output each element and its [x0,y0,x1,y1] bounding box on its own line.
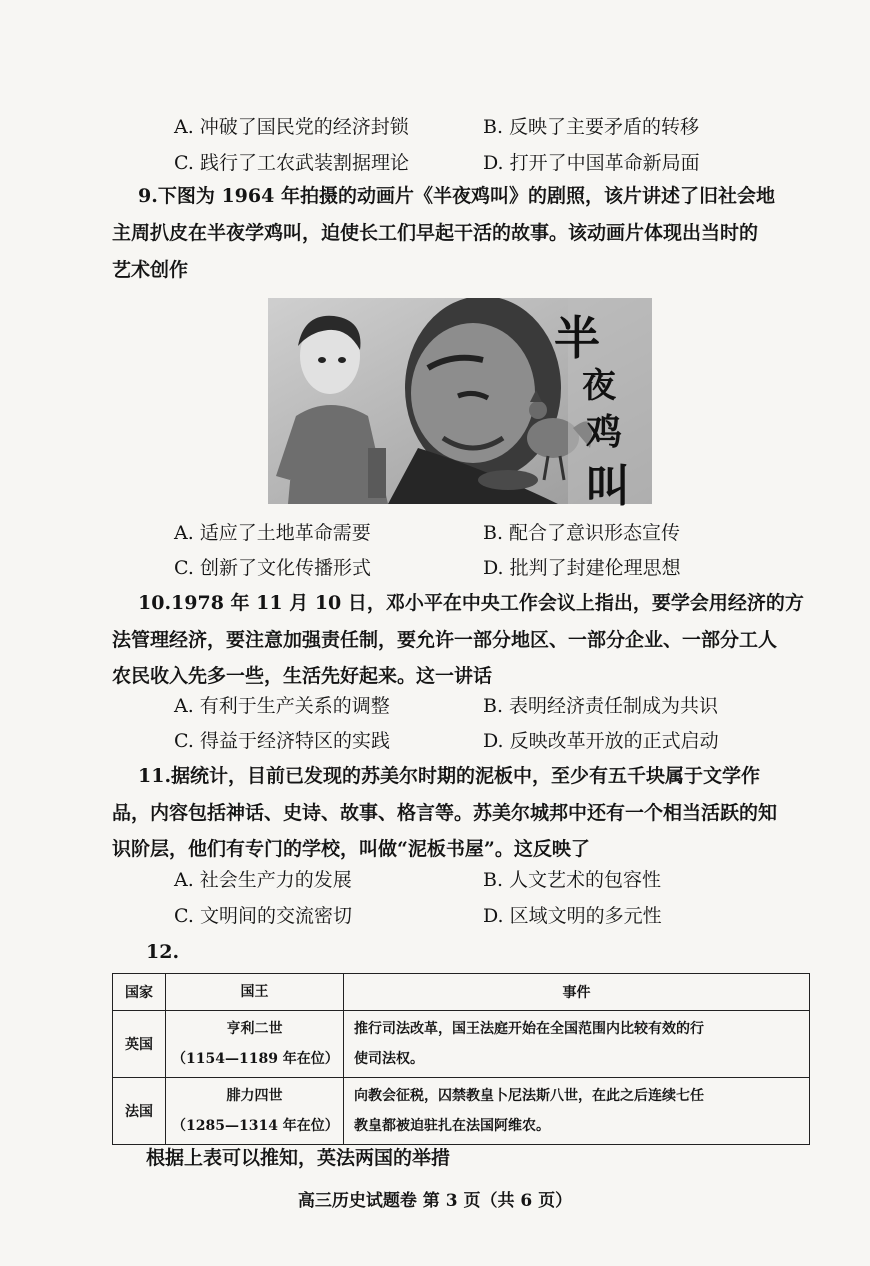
header-event: 事件 [344,974,810,1011]
q10-option-a: A. 有利于生产关系的调整 [174,695,390,717]
q9-stem-line-1: 9.下图为 1964 年拍摄的动画片《半夜鸡叫》的剧照，该片讲述了旧社会地 [138,185,775,207]
film-title-char-1: 半 [554,311,600,365]
event-line: 使司法权。 [354,1051,424,1067]
q10-stem-line-1: 10.1978 年 11 月 10 日，邓小平在中央工作会议上指出，要学会用经济的方 [138,592,804,614]
table-header-row [113,974,810,1011]
header-king: 国王 [166,974,344,1011]
king-name: 亨利二世 [226,1021,283,1037]
q12-number: 12. [146,941,180,963]
q10-stem-line-2: 法管理经济，要注意加强责任制，要允许一部分地区、一部分企业、一部分工人 [112,629,778,651]
q10-option-c: C. 得益于经济特区的实践 [174,730,390,752]
event-cell [344,1011,810,1078]
film-title-char-3: 鸡 [586,412,623,453]
q11-option-b: B. 人文艺术的包容性 [483,869,662,891]
q8-option-a: A. 冲破了国民党的经济封锁 [174,116,409,138]
q8-option-c: C. 践行了工农武装割据理论 [174,152,409,174]
country-cell: 英国 [113,1011,166,1078]
king-cell [166,1078,344,1145]
q9-option-d: D. 批判了封建伦理思想 [483,557,681,579]
q11-option-c: C. 文明间的交流密切 [174,905,352,927]
q11-stem-line-1: 11.据统计，目前已发现的苏美尔时期的泥板中，至少有五千块属于文学作 [138,765,761,787]
film-title-char-2: 夜 [582,366,616,406]
header-country: 国家 [113,974,166,1011]
q9-option-a: A. 适应了土地革命需要 [174,522,371,544]
table-row [113,1011,810,1078]
page-footer: 高三历史试题卷 第 3 页（共 6 页） [297,1191,573,1211]
q10-stem-line-3: 农民收入先多一些，生活先好起来。这一讲话 [112,665,493,687]
q9-option-b: B. 配合了意识形态宣传 [483,522,681,544]
film-still-image [268,298,652,512]
event-line: 教皇都被迫驻扎在法国阿维农。 [354,1118,550,1134]
table-row [113,1078,810,1145]
king-reign: （1154—1189 年在位） [172,1051,339,1067]
q9-stem-line-3: 艺术创作 [112,259,189,281]
king-name: 腓力四世 [226,1088,283,1104]
country-cell: 法国 [113,1078,166,1145]
king-reign: （1285—1314 年在位） [172,1118,339,1134]
q11-stem-line-3: 识阶层，他们有专门的学校，叫做“泥板书屋”。这反映了 [112,838,590,860]
q9-stem-line-2: 主周扒皮在半夜学鸡叫，迫使长工们早起干活的故事。该动画片体现出当时的 [112,222,759,244]
event-line: 向教会征税，囚禁教皇卜尼法斯八世，在此之后连续七任 [354,1088,704,1104]
event-line: 推行司法改革，国王法庭开始在全国范围内比较有效的行 [354,1021,704,1037]
q8-option-b: B. 反映了主要矛盾的转移 [483,116,700,138]
film-title-char-4: 叫 [586,461,630,512]
q11-stem-line-2: 品，内容包括神话、史诗、故事、格言等。苏美尔城邦中还有一个相当活跃的知 [112,802,778,824]
q10-option-d: D. 反映改革开放的正式启动 [483,730,719,752]
q11-option-d: D. 区域文明的多元性 [483,905,662,927]
king-cell [166,1011,344,1078]
event-cell [344,1078,810,1145]
q9-option-c: C. 创新了文化传播形式 [174,557,371,579]
q8-option-d: D. 打开了中国革命新局面 [483,152,700,174]
q12-stem: 根据上表可以推知，英法两国的举措 [146,1147,451,1169]
kings-table [112,973,810,1145]
q11-option-a: A. 社会生产力的发展 [174,869,352,891]
q10-option-b: B. 表明经济责任制成为共识 [483,695,719,717]
